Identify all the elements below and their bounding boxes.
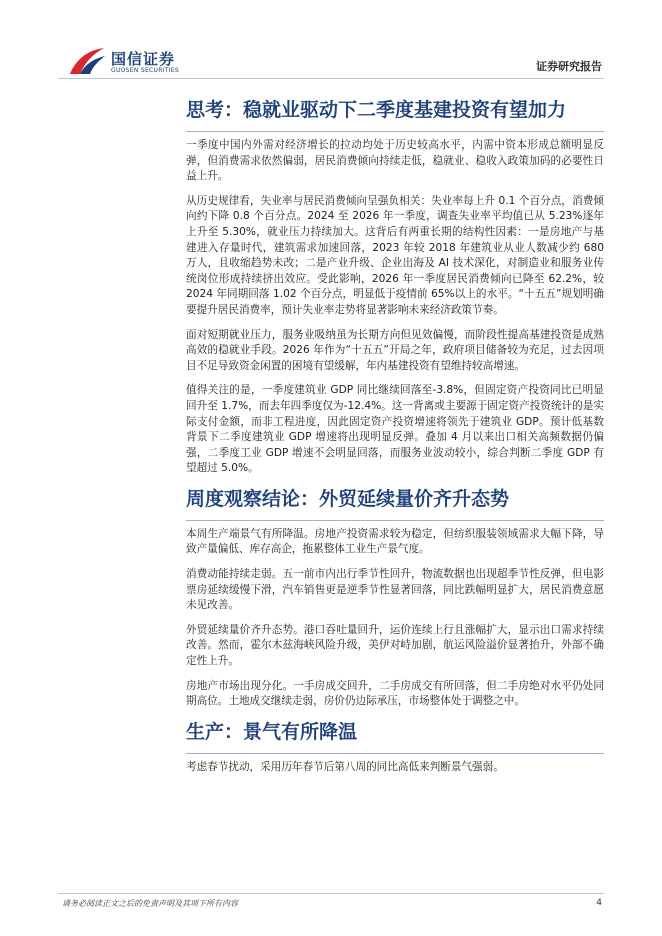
paragraph: 外贸延续量价齐升态势。港口吞吐量回升，运价连续上行且涨幅扩大，显示出口需求持续改善。然而，霍尔木兹海峡风险升级，美伊对峙加剧，航运风险溢价显著抬升，外部不确定性上升。	[186, 623, 604, 668]
paragraph: 本周生产端景气有所降温。房地产投资需求较为稳定，但纺织服装领域需求大幅下降，导致产量偏低、库存高企，拖累整体工业生产景气度。	[186, 527, 604, 556]
company-logo	[66, 45, 188, 77]
paragraph: 从历史规律看，失业率与居民消费倾向呈强负相关：失业率每上升 0.1 个百分点，消费倾向约下降 0.8 个百分点。2024 至 2026 年一季度，调查失业率平均值已从 5.23%逐年上升至 5.30%，就业压力持续加大。这背后有两重长期的结构性因素：一是房地产与基建进入存量时代，建筑需求加速回落，2023 年较 2018 年建筑业从业人数减少约 680 万人，且收缩趋势未改；二是产业升级、企业出海及 AI 技术深化，对制造业和服务业传统岗位形成持续挤出效应。受此影响，2026 年一季度居民消费倾向已降至 62.2%，较 2024 年同期回落 1.02 个百分点，明显低于疫情前 65%以上的水平。“十五五”规划明确要提升居民消费率，预计失业率走势将显著影响未来经济政策节奏。	[186, 194, 604, 316]
logo-subtitle: GUOSEN SECURITIES	[111, 67, 180, 74]
paragraph: 房地产市场出现分化。一手房成交回升，二手房成交有所回落，但二手房绝对水平仍处同期高位。土地成交继续走弱，房价仍边际承压，市场整体处于调整之中。	[186, 679, 604, 708]
section-title-thinking: 思考：稳就业驱动下二季度基建投资有望加力	[186, 97, 604, 132]
section-title-weekly-observation: 周度观察结论：外贸延续量价齐升态势	[186, 486, 604, 521]
paragraph: 面对短期就业压力，服务业吸纳虽为长期方向但见效偏慢，而阶段性提高基建投资是成熟高效的稳就业手段。2026 年作为“十五五”开局之年，政府项目储备较为充足，过去因项目不足导致资金闲置的困境有望缓解，年内基建投资有望维持较高增速。	[186, 328, 604, 372]
paragraph: 考虑春节扰动，采用历年春节后第八周的同比高低来判断景气强弱。	[186, 760, 504, 773]
header-divider	[58, 78, 604, 79]
footer-divider	[58, 893, 604, 894]
page-number: 4	[596, 898, 602, 908]
paragraph: 值得关注的是，一季度建筑业 GDP 同比继续回落至-3.8%，但固定资产投资同比已明显回升至 1.7%，而去年四季度仅为-12.4%。这一背离或主要源于固定资产投资统计的是实际支付金额，而非工程进度，因此固定资产投资增速将领先于建筑业 GDP。预计低基数背景下二季度建筑业 GDP 增速将出现明显反弹。叠加 4 月以来出口相关高频数据仍偏强，二季度工业 GDP 增速不会明显回落，而服务业波动较小，综合判断二季度 GDP 有望超过 5.0%。	[186, 384, 604, 475]
logo-name: 国信证券	[111, 50, 176, 68]
disclaimer-text: 请务必阅读正文之后的免责声明及其项下所有内容	[62, 899, 238, 908]
paragraph: 一季度中国内外需对经济增长的拉动均处于历史较高水平，内需中资本形成总额明显反弹，但消费需求依然偏弱，居民消费倾向持续走低，稳就业、稳收入政策加码的必要性日益上升。	[186, 139, 604, 183]
main-content	[186, 97, 604, 784]
report-type-label: 证券研究报告	[536, 60, 602, 73]
paragraph: 消费动能持续走弱。五一前市内出行季节性回升，物流数据也出现超季节性反弹，但电影票房延续缓慢下滑，汽车销售更是逆季节性显著回落，同比跌幅明显扩大，居民消费意愿未见改善。	[186, 568, 604, 612]
guosen-logo-icon	[66, 45, 108, 77]
page-header	[0, 0, 662, 80]
section-title-production: 生产：景气有所降温	[186, 719, 604, 754]
